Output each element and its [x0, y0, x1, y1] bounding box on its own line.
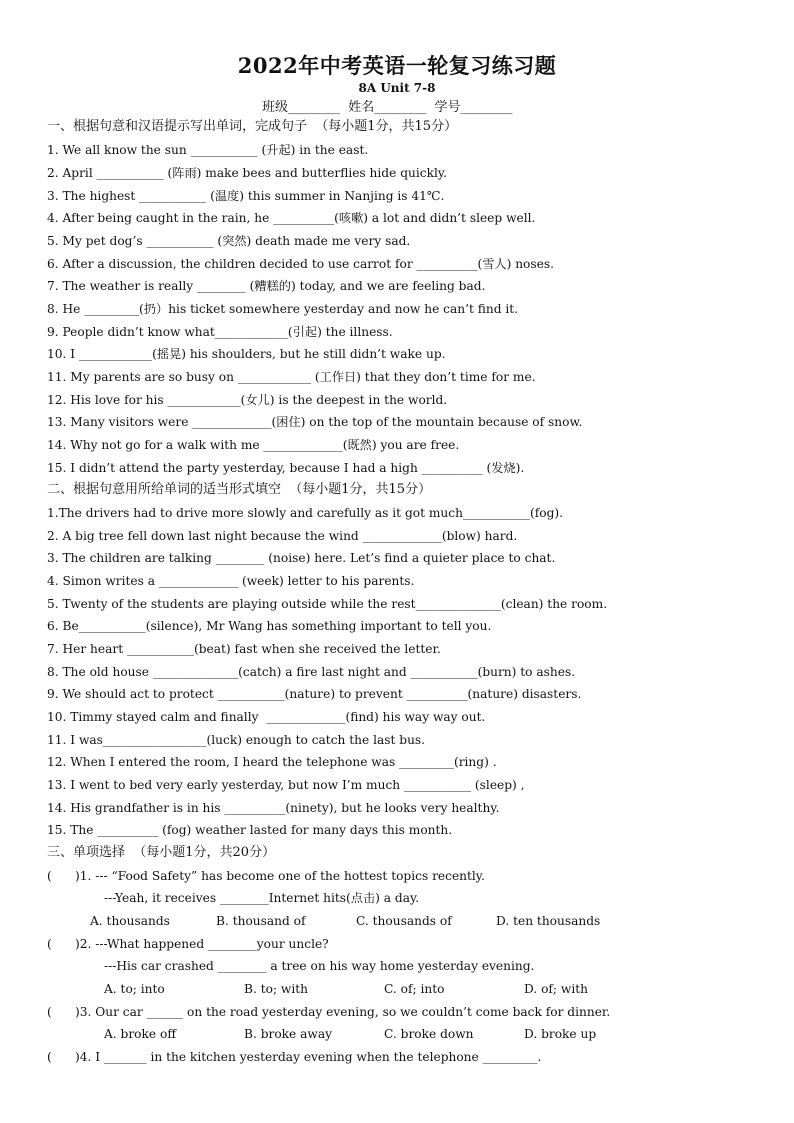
s1-item-4: 4. After being caught in the rain, he __________(咳嗽) a lot and didn’t sleep well. — [47, 211, 536, 225]
q3-option-b: B. broke away — [244, 1027, 332, 1041]
q1-option-b: B. thousand of — [216, 914, 306, 928]
s1-item-1: 1. We all know the sun ___________ (升起) in the east. — [47, 143, 369, 157]
s1-item-3: 3. The highest ___________ (温度) this summer in Nanjing is 41℃. — [47, 189, 445, 203]
s2-item-4: 4. Simon writes a _____________ (week) letter to his parents. — [47, 574, 415, 588]
q2-stem: ( )2. ---What happened ________your uncle? — [47, 937, 329, 951]
s2-item-11: 11. I was_________________(luck) enough to catch the last bus. — [47, 733, 426, 747]
s1-item-12: 12. His love for his ____________(女儿) is the deepest in the world. — [47, 393, 448, 407]
s2-item-12: 12. When I entered the room, I heard the telephone was _________(ring) . — [47, 755, 497, 769]
s2-item-1: 1.The drivers had to drive more slowly and carefully as it got much___________(fog). — [47, 506, 564, 520]
s1-item-11: 11. My parents are so busy on ____________ (工作日) that they don’t time for me. — [47, 370, 536, 384]
s2-item-13: 13. I went to bed very early yesterday, but now I’m much ___________ (sleep) , — [47, 778, 525, 792]
q2-option-a: A. to; into — [104, 982, 165, 996]
q3-stem: ( )3. Our car ______ on the road yesterday evening, so we couldn’t come back for dinner. — [47, 1005, 611, 1019]
q3-option-a: A. broke off — [104, 1027, 176, 1041]
s2-item-9: 9. We should act to protect ___________(nature) to prevent __________(nature) disasters. — [47, 687, 582, 701]
s2-item-15: 15. The __________ (fog) weather lasted for many days this month. — [47, 823, 453, 837]
s2-item-5: 5. Twenty of the students are playing outside while the rest______________(clean) the room. — [47, 597, 608, 611]
s1-item-6: 6. After a discussion, the children decided to use carrot for __________(雪人) noses. — [47, 257, 554, 271]
s2-item-7: 7. Her heart ___________(beat) fast when she received the letter. — [47, 642, 441, 656]
q2-option-d: D. of; with — [524, 982, 588, 996]
q2-option-c: C. of; into — [384, 982, 445, 996]
q1-option-a: A. thousands — [90, 914, 170, 928]
s1-item-2: 2. April ___________ (阵雨) make bees and butterflies hide quickly. — [47, 166, 447, 180]
q1-option-d: D. ten thousands — [496, 914, 601, 928]
s2-item-3: 3. The children are talking ________ (noise) here. Let’s find a quieter place to chat. — [47, 551, 556, 565]
s1-item-10: 10. I ____________(摇晃) his shoulders, but he still didn’t wake up. — [47, 347, 446, 361]
s1-item-14: 14. Why not go for a walk with me _____________(既然) you are free. — [47, 438, 460, 452]
student-info-line: 班级________ 姓名________ 学号________ — [262, 100, 513, 115]
s2-item-14: 14. His grandfather is in his __________(ninety), but he looks very healthy. — [47, 801, 500, 815]
s2-item-10: 10. Timmy stayed calm and finally _____________(find) his way way out. — [47, 710, 486, 724]
page-title: 2022年中考英语一轮复习练习题 — [237, 53, 557, 78]
q1-stem: ( )1. --- “Food Safety” has become one of the hottest topics recently. — [47, 869, 485, 883]
q2-option-b: B. to; with — [244, 982, 308, 996]
q2-line2: ---His car crashed ________ a tree on his way home yesterday evening. — [104, 959, 535, 973]
s1-item-15: 15. I didn’t attend the party yesterday, because I had a high __________ (发烧). — [47, 461, 525, 475]
section2-heading: 二、根据句意用所给单词的适当形式填空 （每小题1分，共15分） — [47, 482, 432, 497]
s1-item-9: 9. People didn’t know what____________(引起) the illness. — [47, 325, 393, 339]
s2-item-8: 8. The old house ______________(catch) a fire last night and ___________(burn) to ashes. — [47, 665, 576, 679]
q1-line2: ---Yeah, it receives ________Internet hits(点击) a day. — [104, 891, 420, 905]
q4-stem: ( )4. I _______ in the kitchen yesterday evening when the telephone _________. — [47, 1050, 542, 1064]
section3-heading: 三、单项选择 （每小题1分，共20分） — [47, 845, 276, 860]
s1-item-7: 7. The weather is really ________ (糟糕的) today, and we are feeling bad. — [47, 279, 486, 293]
s2-item-6: 6. Be___________(silence), Mr Wang has something important to tell you. — [47, 619, 492, 633]
s1-item-13: 13. Many visitors were _____________(困住) on the top of the mountain because of snow. — [47, 415, 583, 429]
q3-option-d: D. broke up — [524, 1027, 597, 1041]
s1-item-5: 5. My pet dog’s ___________ (突然) death made me very sad. — [47, 234, 411, 248]
s2-item-2: 2. A big tree fell down last night because the wind _____________(blow) hard. — [47, 529, 518, 543]
q1-option-c: C. thousands of — [356, 914, 452, 928]
q3-option-c: C. broke down — [384, 1027, 474, 1041]
section1-heading: 一、根据句意和汉语提示写出单词，完成句子 （每小题1分，共15分） — [47, 119, 458, 134]
s1-item-8: 8. He _________(扔）his ticket somewhere yesterday and now he can’t find it. — [47, 302, 519, 316]
unit-subtitle: 8A Unit 7-8 — [358, 81, 436, 95]
